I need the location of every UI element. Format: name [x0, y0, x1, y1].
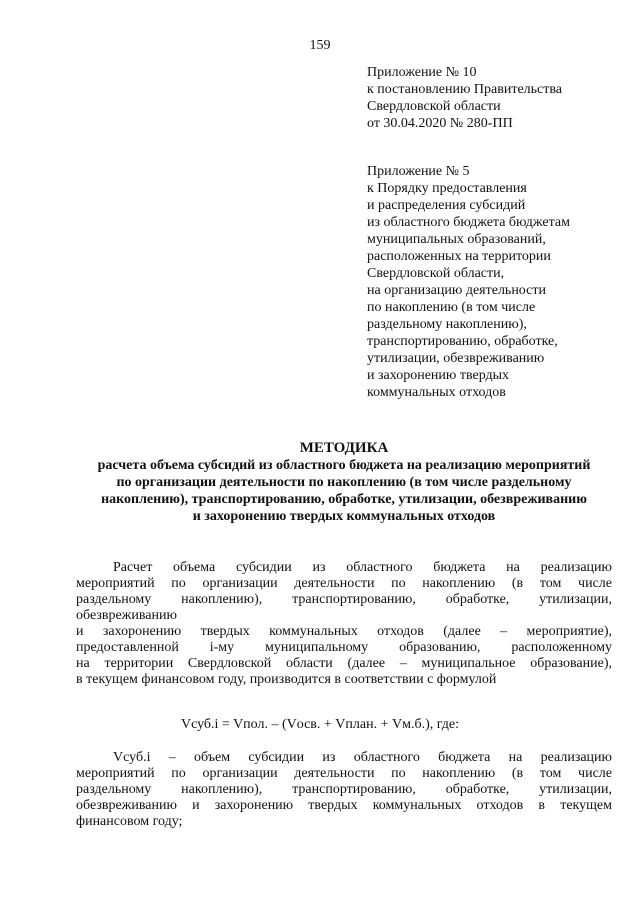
- paragraph-line: предоставленной i-му муниципальному образованию, расположенному: [76, 640, 612, 655]
- appendix-10-line: Свердловской области: [367, 99, 501, 114]
- paragraph-line: обезвреживанию: [76, 608, 177, 623]
- paragraph-line: мероприятий по организации деятельности по накоплению (в том числе: [76, 576, 612, 591]
- appendix-10-header: [367, 64, 627, 132]
- paragraph-line: в текущем финансовом году, производится в соответствии с формулой: [76, 672, 497, 687]
- paragraph-line: финансовом году;: [76, 814, 183, 829]
- paragraph-line: раздельному накоплению), транспортированию, обработке, утилизации,: [76, 592, 612, 607]
- appendix-5-header: [367, 163, 627, 401]
- appendix-10-line: от 30.04.2020 № 280-ПП: [367, 116, 513, 131]
- appendix-5-line: и распределения субсидий: [367, 198, 526, 213]
- formula: Vсуб.i = Vпол. – (Vосв. + Vплан. + Vм.б.), где:: [180, 717, 460, 732]
- appendix-5-line: расположенных на территории: [367, 249, 551, 264]
- title-line: накоплению), транспортированию, обработке, утилизации, обезвреживанию: [101, 492, 587, 507]
- paragraph-line: мероприятий по организации деятельности по накоплению (в том числе: [76, 766, 612, 781]
- appendix-5-line: к Порядку предоставления: [367, 181, 527, 196]
- title-line: по организации деятельности по накоплению (в том числе раздельному: [116, 475, 572, 490]
- title-main: МЕТОДИКА: [299, 440, 389, 456]
- appendix-5-line: муниципальных образований,: [367, 232, 546, 247]
- appendix-5-line: по накоплению (в том числе: [367, 300, 536, 315]
- paragraph-line: обезвреживанию и захоронению твердых коммунальных отходов в текущем: [76, 798, 612, 813]
- appendix-5-line: и захоронению твердых: [367, 368, 510, 383]
- appendix-5-line: на организацию деятельности: [367, 283, 546, 298]
- appendix-10-line: Приложение № 10: [367, 65, 477, 80]
- paragraph-line: Vсуб.i – объем субсидии из областного бюджета на реализацию: [113, 750, 612, 765]
- title-line: и захоронению твердых коммунальных отходов: [192, 509, 496, 524]
- paragraph-line: и захоронению твердых коммунальных отходов (далее – мероприятие),: [76, 624, 612, 639]
- title-line: расчета объема субсидий из областного бюджета на реализацию мероприятий: [97, 458, 591, 473]
- page-number: 159: [309, 38, 331, 53]
- paragraph-line: на территории Свердловской области (далее – муниципальное образование),: [76, 656, 612, 671]
- document-title: [76, 440, 612, 525]
- paragraph-line: раздельному накоплению), транспортированию, обработке, утилизации,: [76, 782, 612, 797]
- appendix-5-line: из областного бюджета бюджетам: [367, 215, 570, 230]
- appendix-5-line: транспортированию, обработке,: [367, 334, 558, 349]
- appendix-5-line: Свердловской области,: [367, 266, 505, 281]
- appendix-5-line: коммунальных отходов: [367, 385, 506, 400]
- paragraph-calculation-intro: [76, 560, 612, 688]
- appendix-5-line: Приложение № 5: [367, 164, 470, 179]
- appendix-5-line: раздельному накоплению),: [367, 317, 527, 332]
- paragraph-line: Расчет объема субсидии из областного бюджета на реализацию: [113, 560, 612, 575]
- appendix-5-line: утилизации, обезвреживанию: [367, 351, 545, 366]
- appendix-10-line: к постановлению Правительства: [367, 82, 563, 97]
- paragraph-definition: [76, 750, 612, 830]
